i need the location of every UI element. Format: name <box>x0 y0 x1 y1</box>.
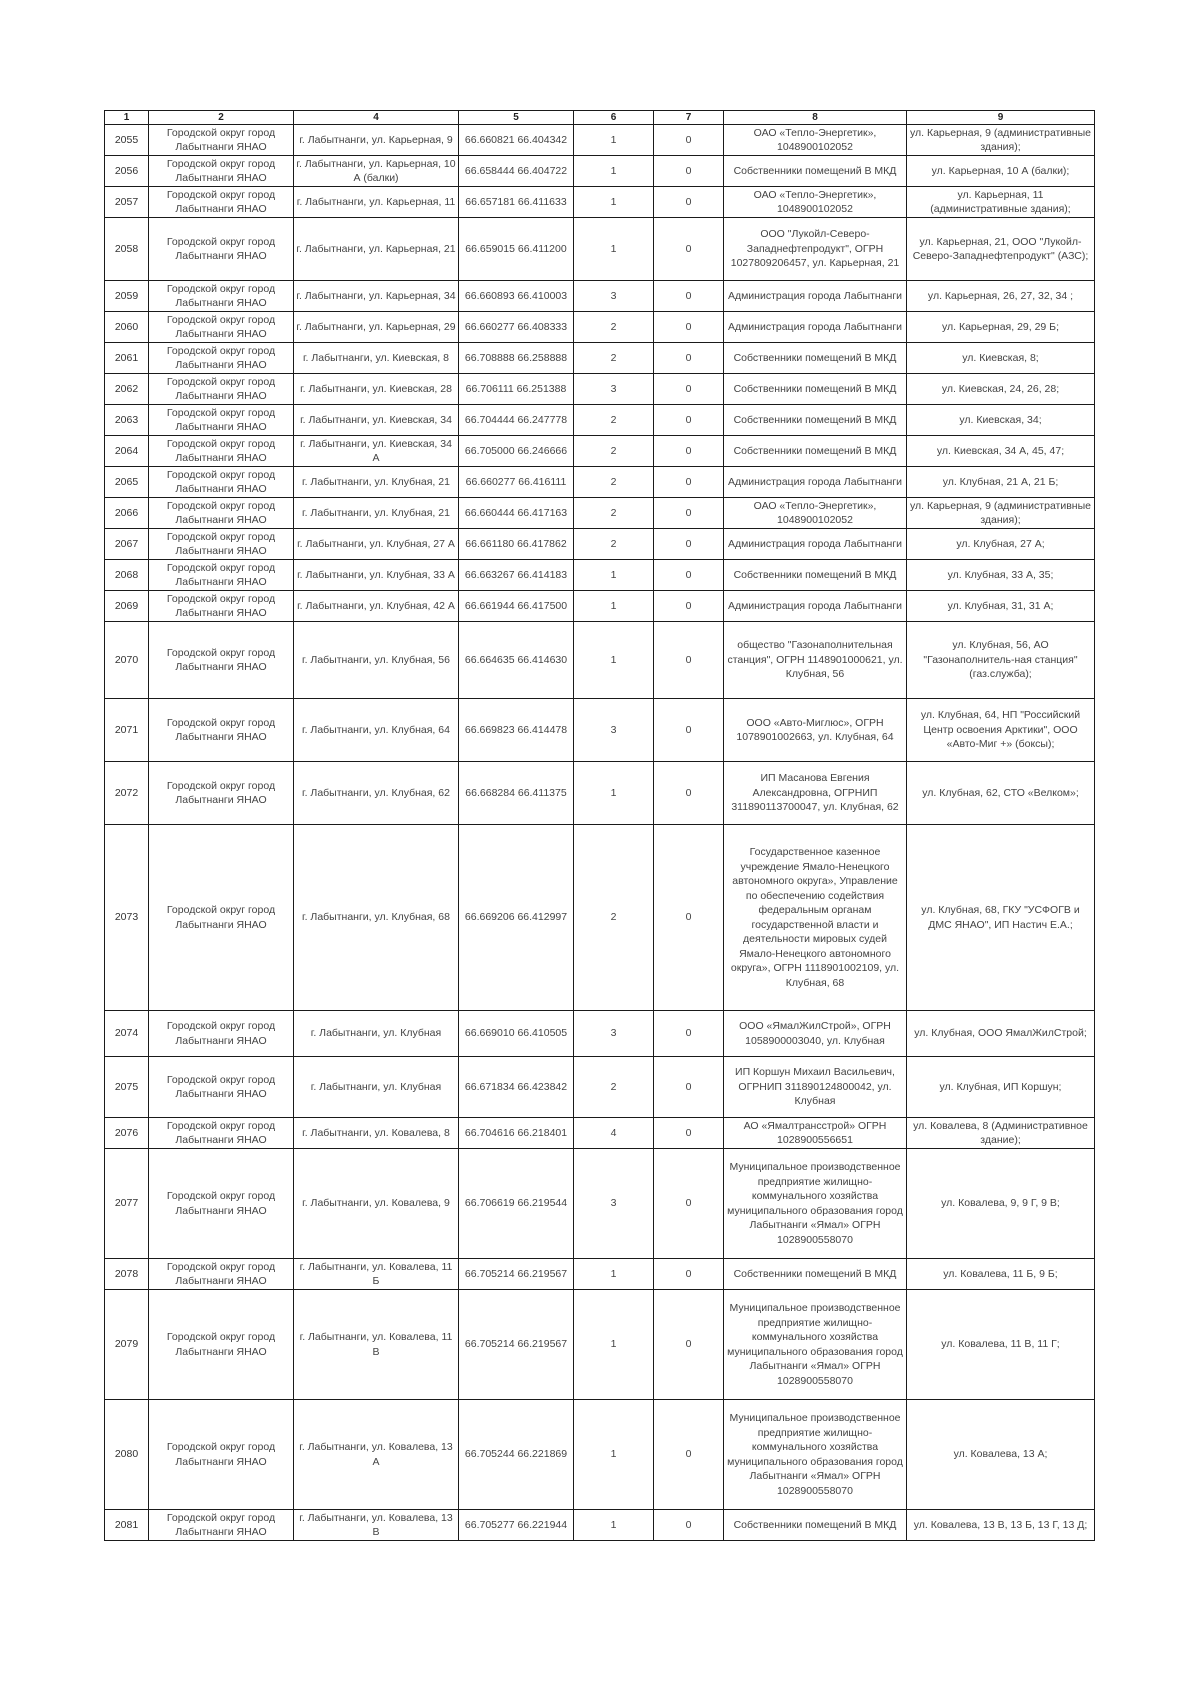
cell-c7: 0 <box>654 405 724 436</box>
cell-id: 2071 <box>105 699 149 762</box>
cell-district: Городской округ город Лабытнанги ЯНАО <box>149 1259 294 1290</box>
cell-coords: 66.706111 66.251388 <box>459 374 574 405</box>
cell-id: 2065 <box>105 467 149 498</box>
cell-id: 2074 <box>105 1011 149 1057</box>
cell-address: г. Лабытнанги, ул. Карьерная, 10 А (балки) <box>294 156 459 187</box>
cell-id: 2080 <box>105 1400 149 1510</box>
cell-owner: Государственное казенное учреждение Ямало-Ненецкого автономного округа», Управление по обеспечению содействия федеральным органам государственной власти и деятельности мировых судей Ямало-Ненецкого автономного округа», ОГРН 1118901002109, ул. Клубная, 68 <box>724 825 907 1011</box>
cell-address: г. Лабытнанги, ул. Клубная <box>294 1057 459 1118</box>
cell-c6: 1 <box>574 591 654 622</box>
cell-id: 2069 <box>105 591 149 622</box>
cell-id: 2058 <box>105 218 149 281</box>
cell-c6: 1 <box>574 1290 654 1400</box>
cell-owner: Собственники помещений В МКД <box>724 436 907 467</box>
cell-c7: 0 <box>654 218 724 281</box>
cell-address: г. Лабытнанги, ул. Клубная, 21 <box>294 467 459 498</box>
cell-c6: 2 <box>574 498 654 529</box>
cell-c7: 0 <box>654 436 724 467</box>
cell-id: 2056 <box>105 156 149 187</box>
cell-owner: Администрация города Лабытнанги <box>724 467 907 498</box>
cell-coords: 66.664635 66.414630 <box>459 622 574 699</box>
table-row <box>105 1011 1095 1057</box>
table-row <box>105 1510 1095 1541</box>
cell-coords: 66.660821 66.404342 <box>459 125 574 156</box>
cell-district: Городской округ город Лабытнанги ЯНАО <box>149 762 294 825</box>
cell-address: г. Лабытнанги, ул. Ковалева, 11 В <box>294 1290 459 1400</box>
cell-owner: Администрация города Лабытнанги <box>724 312 907 343</box>
cell-coords: 66.668284 66.411375 <box>459 762 574 825</box>
cell-district: Городской округ город Лабытнанги ЯНАО <box>149 699 294 762</box>
cell-owner: ОАО «Тепло-Энергетик», 1048900102052 <box>724 187 907 218</box>
cell-owner: Муниципальное производственное предприятие жилищно-коммунального хозяйства муниципального образования город Лабытнанги «Ямал» ОГРН 1028900558070 <box>724 1400 907 1510</box>
cell-district: Городской округ город Лабытнанги ЯНАО <box>149 1290 294 1400</box>
cell-c6: 3 <box>574 699 654 762</box>
cell-id: 2076 <box>105 1118 149 1149</box>
cell-served: ул. Клубная, 64, НП "Российский Центр освоения Арктики", ООО «Авто-Миг +» (боксы); <box>907 699 1095 762</box>
cell-coords: 66.705214 66.219567 <box>459 1259 574 1290</box>
cell-id: 2079 <box>105 1290 149 1400</box>
cell-owner: Собственники помещений В МКД <box>724 156 907 187</box>
cell-district: Городской округ город Лабытнанги ЯНАО <box>149 405 294 436</box>
cell-coords: 66.705244 66.221869 <box>459 1400 574 1510</box>
cell-address: г. Лабытнанги, ул. Клубная, 42 А <box>294 591 459 622</box>
cell-served: ул. Карьерная, 10 А (балки); <box>907 156 1095 187</box>
cell-address: г. Лабытнанги, ул. Ковалева, 13 А <box>294 1400 459 1510</box>
cell-address: г. Лабытнанги, ул. Карьерная, 11 <box>294 187 459 218</box>
cell-c6: 1 <box>574 560 654 591</box>
cell-c7: 0 <box>654 1149 724 1259</box>
cell-district: Городской округ город Лабытнанги ЯНАО <box>149 218 294 281</box>
cell-owner: общество "Газонаполнительная станция", ОГРН 1148901000621, ул. Клубная, 56 <box>724 622 907 699</box>
cell-address: г. Лабытнанги, ул. Ковалева, 13 В <box>294 1510 459 1541</box>
cell-coords: 66.660277 66.416111 <box>459 467 574 498</box>
cell-address: г. Лабытнанги, ул. Клубная, 56 <box>294 622 459 699</box>
cell-c7: 0 <box>654 699 724 762</box>
cell-served: ул. Клубная, 56, АО "Газонаполнитель-ная станция" (газ.служба); <box>907 622 1095 699</box>
cell-c6: 1 <box>574 1400 654 1510</box>
cell-coords: 66.660277 66.408333 <box>459 312 574 343</box>
cell-c7: 0 <box>654 622 724 699</box>
cell-coords: 66.660893 66.410003 <box>459 281 574 312</box>
cell-district: Городской округ город Лабытнанги ЯНАО <box>149 1149 294 1259</box>
table-row <box>105 467 1095 498</box>
cell-coords: 66.661944 66.417500 <box>459 591 574 622</box>
cell-id: 2075 <box>105 1057 149 1118</box>
cell-district: Городской округ город Лабытнанги ЯНАО <box>149 1057 294 1118</box>
cell-id: 2055 <box>105 125 149 156</box>
cell-c7: 0 <box>654 187 724 218</box>
cell-id: 2077 <box>105 1149 149 1259</box>
cell-id: 2072 <box>105 762 149 825</box>
cell-id: 2062 <box>105 374 149 405</box>
cell-owner: Собственники помещений В МКД <box>724 374 907 405</box>
cell-address: г. Лабытнанги, ул. Киевская, 34 А <box>294 436 459 467</box>
cell-owner: Собственники помещений В МКД <box>724 405 907 436</box>
cell-served: ул. Карьерная, 21, ООО "Лукойл-Северо-Западнефтепродукт" (АЗС); <box>907 218 1095 281</box>
cell-address: г. Лабытнанги, ул. Клубная, 62 <box>294 762 459 825</box>
cell-c6: 3 <box>574 1149 654 1259</box>
cell-district: Городской округ город Лабытнанги ЯНАО <box>149 467 294 498</box>
cell-c6: 2 <box>574 1057 654 1118</box>
cell-c7: 0 <box>654 1290 724 1400</box>
cell-served: ул. Киевская, 8; <box>907 343 1095 374</box>
cell-address: г. Лабытнанги, ул. Киевская, 28 <box>294 374 459 405</box>
cell-district: Городской округ город Лабытнанги ЯНАО <box>149 825 294 1011</box>
header-row <box>105 111 1095 125</box>
cell-coords: 66.704616 66.218401 <box>459 1118 574 1149</box>
cell-address: г. Лабытнанги, ул. Клубная, 27 А <box>294 529 459 560</box>
cell-address: г. Лабытнанги, ул. Киевская, 8 <box>294 343 459 374</box>
cell-coords: 66.661180 66.417862 <box>459 529 574 560</box>
header-cell: 1 <box>105 111 149 125</box>
register-table <box>104 110 1095 1541</box>
cell-served: ул. Клубная, 31, 31 А; <box>907 591 1095 622</box>
cell-c6: 2 <box>574 529 654 560</box>
cell-coords: 66.658444 66.404722 <box>459 156 574 187</box>
table-row <box>105 1290 1095 1400</box>
cell-id: 2066 <box>105 498 149 529</box>
cell-served: ул. Ковалева, 9, 9 Г, 9 В; <box>907 1149 1095 1259</box>
cell-id: 2064 <box>105 436 149 467</box>
cell-address: г. Лабытнанги, ул. Киевская, 34 <box>294 405 459 436</box>
table-body <box>105 125 1095 1541</box>
table-row <box>105 1118 1095 1149</box>
cell-owner: Собственники помещений В МКД <box>724 560 907 591</box>
cell-served: ул. Клубная, 62, СТО «Велком»; <box>907 762 1095 825</box>
cell-id: 2081 <box>105 1510 149 1541</box>
table-row <box>105 156 1095 187</box>
cell-district: Городской округ город Лабытнанги ЯНАО <box>149 529 294 560</box>
cell-c6: 3 <box>574 281 654 312</box>
cell-owner: Администрация города Лабытнанги <box>724 281 907 312</box>
cell-coords: 66.708888 66.258888 <box>459 343 574 374</box>
cell-owner: АО «Ямалтрансстрой» ОГРН 1028900556651 <box>724 1118 907 1149</box>
table-row <box>105 498 1095 529</box>
cell-c6: 2 <box>574 312 654 343</box>
table-row <box>105 1400 1095 1510</box>
table-row <box>105 591 1095 622</box>
cell-served: ул. Клубная, 33 А, 35; <box>907 560 1095 591</box>
cell-c6: 2 <box>574 405 654 436</box>
cell-c6: 2 <box>574 825 654 1011</box>
table-row <box>105 436 1095 467</box>
table-row <box>105 560 1095 591</box>
cell-id: 2063 <box>105 405 149 436</box>
cell-served: ул. Ковалева, 13 А; <box>907 1400 1095 1510</box>
cell-coords: 66.705000 66.246666 <box>459 436 574 467</box>
cell-served: ул. Киевская, 34 А, 45, 47; <box>907 436 1095 467</box>
table-row <box>105 699 1095 762</box>
table-row <box>105 405 1095 436</box>
cell-id: 2073 <box>105 825 149 1011</box>
cell-district: Городской округ город Лабытнанги ЯНАО <box>149 498 294 529</box>
cell-c6: 1 <box>574 622 654 699</box>
table-row <box>105 529 1095 560</box>
cell-c7: 0 <box>654 1057 724 1118</box>
cell-id: 2070 <box>105 622 149 699</box>
cell-c6: 1 <box>574 218 654 281</box>
cell-c6: 1 <box>574 156 654 187</box>
cell-served: ул. Клубная, 27 А; <box>907 529 1095 560</box>
cell-id: 2078 <box>105 1259 149 1290</box>
table-row <box>105 1149 1095 1259</box>
cell-served: ул. Ковалева, 8 (Административное здание); <box>907 1118 1095 1149</box>
cell-c7: 0 <box>654 498 724 529</box>
cell-district: Городской округ город Лабытнанги ЯНАО <box>149 560 294 591</box>
cell-id: 2060 <box>105 312 149 343</box>
table-row <box>105 825 1095 1011</box>
table-row <box>105 343 1095 374</box>
cell-district: Городской округ город Лабытнанги ЯНАО <box>149 187 294 218</box>
cell-c6: 1 <box>574 1259 654 1290</box>
table-row <box>105 187 1095 218</box>
cell-owner: Собственники помещений В МКД <box>724 1510 907 1541</box>
cell-owner: ОАО «Тепло-Энергетик», 1048900102052 <box>724 125 907 156</box>
cell-served: ул. Ковалева, 11 Б, 9 Б; <box>907 1259 1095 1290</box>
cell-district: Городской округ город Лабытнанги ЯНАО <box>149 374 294 405</box>
header-cell: 5 <box>459 111 574 125</box>
cell-address: г. Лабытнанги, ул. Клубная <box>294 1011 459 1057</box>
cell-owner: ОАО «Тепло-Энергетик», 1048900102052 <box>724 498 907 529</box>
cell-owner: ИП Масанова Евгения Александровна, ОГРНИП 311890113700047, ул. Клубная, 62 <box>724 762 907 825</box>
cell-served: ул. Карьерная, 26, 27, 32, 34 ; <box>907 281 1095 312</box>
cell-id: 2059 <box>105 281 149 312</box>
table-row <box>105 312 1095 343</box>
cell-address: г. Лабытнанги, ул. Карьерная, 21 <box>294 218 459 281</box>
cell-district: Городской округ город Лабытнанги ЯНАО <box>149 436 294 467</box>
header-cell: 6 <box>574 111 654 125</box>
table-row <box>105 762 1095 825</box>
cell-c7: 0 <box>654 591 724 622</box>
cell-coords: 66.706619 66.219544 <box>459 1149 574 1259</box>
cell-owner: Администрация города Лабытнанги <box>724 529 907 560</box>
cell-coords: 66.671834 66.423842 <box>459 1057 574 1118</box>
cell-coords: 66.705214 66.219567 <box>459 1290 574 1400</box>
cell-coords: 66.669206 66.412997 <box>459 825 574 1011</box>
cell-c7: 0 <box>654 1510 724 1541</box>
table-row <box>105 218 1095 281</box>
header-cell: 9 <box>907 111 1095 125</box>
cell-c7: 0 <box>654 560 724 591</box>
cell-id: 2067 <box>105 529 149 560</box>
cell-owner: ООО "Лукойл-Северо-Западнефтепродукт", ОГРН 1027809206457, ул. Карьерная, 21 <box>724 218 907 281</box>
cell-c7: 0 <box>654 156 724 187</box>
cell-owner: ООО «Авто-Миглюс», ОГРН 1078901002663, ул. Клубная, 64 <box>724 699 907 762</box>
cell-owner: Собственники помещений В МКД <box>724 343 907 374</box>
cell-owner: Муниципальное производственное предприятие жилищно-коммунального хозяйства муниципального образования город Лабытнанги «Ямал» ОГРН 1028900558070 <box>724 1149 907 1259</box>
cell-served: ул. Карьерная, 9 (административные здания); <box>907 498 1095 529</box>
cell-c7: 0 <box>654 343 724 374</box>
cell-c7: 0 <box>654 1259 724 1290</box>
cell-district: Городской округ город Лабытнанги ЯНАО <box>149 281 294 312</box>
cell-served: ул. Клубная, ИП Коршун; <box>907 1057 1095 1118</box>
header-cell: 7 <box>654 111 724 125</box>
cell-c6: 4 <box>574 1118 654 1149</box>
cell-served: ул. Ковалева, 13 В, 13 Б, 13 Г, 13 Д; <box>907 1510 1095 1541</box>
cell-coords: 66.704444 66.247778 <box>459 405 574 436</box>
cell-id: 2061 <box>105 343 149 374</box>
cell-c6: 3 <box>574 1011 654 1057</box>
table-row <box>105 125 1095 156</box>
table-row <box>105 622 1095 699</box>
cell-coords: 66.669823 66.414478 <box>459 699 574 762</box>
cell-coords: 66.659015 66.411200 <box>459 218 574 281</box>
cell-served: ул. Киевская, 34; <box>907 405 1095 436</box>
cell-district: Городской округ город Лабытнанги ЯНАО <box>149 622 294 699</box>
cell-c6: 1 <box>574 762 654 825</box>
cell-c7: 0 <box>654 762 724 825</box>
header-cell: 4 <box>294 111 459 125</box>
table-row <box>105 281 1095 312</box>
cell-coords: 66.660444 66.417163 <box>459 498 574 529</box>
cell-district: Городской округ город Лабытнанги ЯНАО <box>149 156 294 187</box>
cell-c6: 2 <box>574 343 654 374</box>
cell-c6: 2 <box>574 467 654 498</box>
cell-c7: 0 <box>654 281 724 312</box>
cell-district: Городской округ город Лабытнанги ЯНАО <box>149 312 294 343</box>
cell-served: ул. Клубная, 68, ГКУ "УСФОГВ и ДМС ЯНАО", ИП Настич Е.А.; <box>907 825 1095 1011</box>
cell-owner: ИП Коршун Михаил Васильевич, ОГРНИП 311890124800042, ул. Клубная <box>724 1057 907 1118</box>
cell-address: г. Лабытнанги, ул. Клубная, 64 <box>294 699 459 762</box>
cell-owner: Собственники помещений В МКД <box>724 1259 907 1290</box>
cell-c7: 0 <box>654 1011 724 1057</box>
cell-c6: 1 <box>574 1510 654 1541</box>
cell-c7: 0 <box>654 125 724 156</box>
cell-coords: 66.663267 66.414183 <box>459 560 574 591</box>
cell-served: ул. Киевская, 24, 26, 28; <box>907 374 1095 405</box>
table-row <box>105 1259 1095 1290</box>
cell-id: 2068 <box>105 560 149 591</box>
cell-c7: 0 <box>654 1118 724 1149</box>
cell-served: ул. Клубная, ООО ЯмалЖилСтрой; <box>907 1011 1095 1057</box>
cell-district: Городской округ город Лабытнанги ЯНАО <box>149 125 294 156</box>
cell-district: Городской округ город Лабытнанги ЯНАО <box>149 343 294 374</box>
cell-served: ул. Клубная, 21 А, 21 Б; <box>907 467 1095 498</box>
cell-address: г. Лабытнанги, ул. Карьерная, 29 <box>294 312 459 343</box>
cell-address: г. Лабытнанги, ул. Ковалева, 8 <box>294 1118 459 1149</box>
cell-address: г. Лабытнанги, ул. Клубная, 21 <box>294 498 459 529</box>
cell-c6: 1 <box>574 187 654 218</box>
cell-district: Городской округ город Лабытнанги ЯНАО <box>149 1510 294 1541</box>
cell-coords: 66.705277 66.221944 <box>459 1510 574 1541</box>
cell-district: Городской округ город Лабытнанги ЯНАО <box>149 591 294 622</box>
cell-c7: 0 <box>654 312 724 343</box>
cell-owner: ООО «ЯмалЖилСтрой», ОГРН 1058900003040, ул. Клубная <box>724 1011 907 1057</box>
header-cell: 8 <box>724 111 907 125</box>
cell-c6: 1 <box>574 125 654 156</box>
cell-address: г. Лабытнанги, ул. Ковалева, 11 Б <box>294 1259 459 1290</box>
cell-coords: 66.669010 66.410505 <box>459 1011 574 1057</box>
cell-district: Городской округ город Лабытнанги ЯНАО <box>149 1118 294 1149</box>
table-row <box>105 374 1095 405</box>
cell-address: г. Лабытнанги, ул. Ковалева, 9 <box>294 1149 459 1259</box>
cell-c6: 3 <box>574 374 654 405</box>
cell-address: г. Лабытнанги, ул. Клубная, 33 А <box>294 560 459 591</box>
cell-c6: 2 <box>574 436 654 467</box>
cell-district: Городской округ город Лабытнанги ЯНАО <box>149 1400 294 1510</box>
cell-id: 2057 <box>105 187 149 218</box>
cell-c7: 0 <box>654 1400 724 1510</box>
cell-owner: Администрация города Лабытнанги <box>724 591 907 622</box>
table-row <box>105 1057 1095 1118</box>
cell-district: Городской округ город Лабытнанги ЯНАО <box>149 1011 294 1057</box>
cell-c7: 0 <box>654 825 724 1011</box>
cell-address: г. Лабытнанги, ул. Карьерная, 9 <box>294 125 459 156</box>
cell-address: г. Лабытнанги, ул. Карьерная, 34 <box>294 281 459 312</box>
cell-c7: 0 <box>654 467 724 498</box>
cell-owner: Муниципальное производственное предприятие жилищно-коммунального хозяйства муниципального образования город Лабытнанги «Ямал» ОГРН 1028900558070 <box>724 1290 907 1400</box>
cell-served: ул. Ковалева, 11 В, 11 Г; <box>907 1290 1095 1400</box>
cell-c7: 0 <box>654 529 724 560</box>
cell-c7: 0 <box>654 374 724 405</box>
cell-served: ул. Карьерная, 29, 29 Б; <box>907 312 1095 343</box>
header-cell: 2 <box>149 111 294 125</box>
cell-address: г. Лабытнанги, ул. Клубная, 68 <box>294 825 459 1011</box>
cell-coords: 66.657181 66.411633 <box>459 187 574 218</box>
cell-served: ул. Карьерная, 11 (административные здания); <box>907 187 1095 218</box>
cell-served: ул. Карьерная, 9 (административные здания); <box>907 125 1095 156</box>
